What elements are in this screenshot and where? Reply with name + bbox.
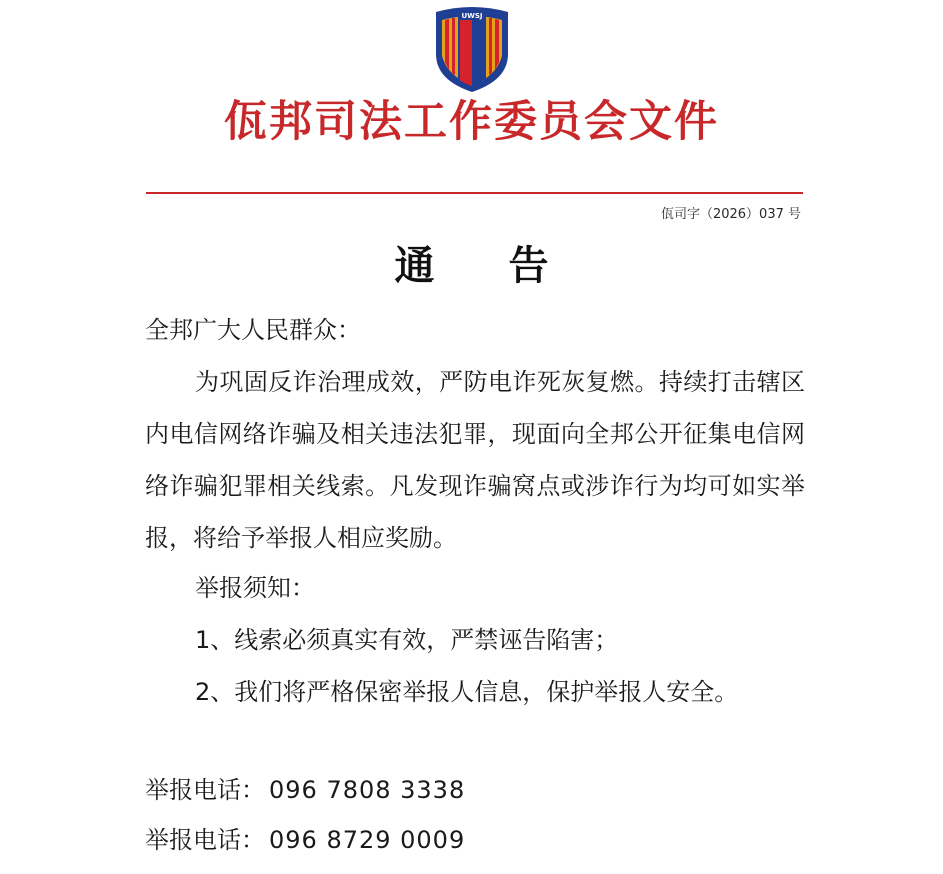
hotline-number: 096 8729 0009 [269, 826, 466, 854]
hotline-2 [145, 820, 465, 860]
header-divider [146, 192, 803, 194]
reporting-note-item: 1、线索必须真实有效，严禁诬告陷害； [195, 626, 619, 654]
shield-emblem-icon [432, 4, 512, 94]
emblem-letters: UWSJ [461, 12, 483, 20]
salutation: 全邦广大人民群众： [145, 316, 361, 344]
document-number: 佤司字（2026）037 号 [660, 207, 801, 222]
notice-paragraph: 为巩固反诈治理成效，严防电诈死灰复燃。持续打击辖区内电信网络诈骗及相关违法犯罪，现面向全邦公开征集电信网络诈骗犯罪相关线索。凡发现诈骗窝点或涉诈行为均可如实举报，将给予举报人相应奖励。 [145, 368, 805, 552]
notice-title: 通 告 [394, 242, 579, 289]
hotline-label: 举报电话： [145, 776, 265, 804]
reporting-note-item: 2、我们将严格保密举报人信息，保护举报人安全。 [195, 678, 739, 706]
hotline-1 [145, 770, 465, 810]
document-header-title: 佤邦司法工作委员会文件 [224, 97, 719, 147]
hotline-number: 096 7808 3338 [269, 776, 466, 804]
hotline-label: 举报电话： [145, 826, 265, 854]
reporting-notes-heading: 举报须知： [195, 574, 315, 602]
